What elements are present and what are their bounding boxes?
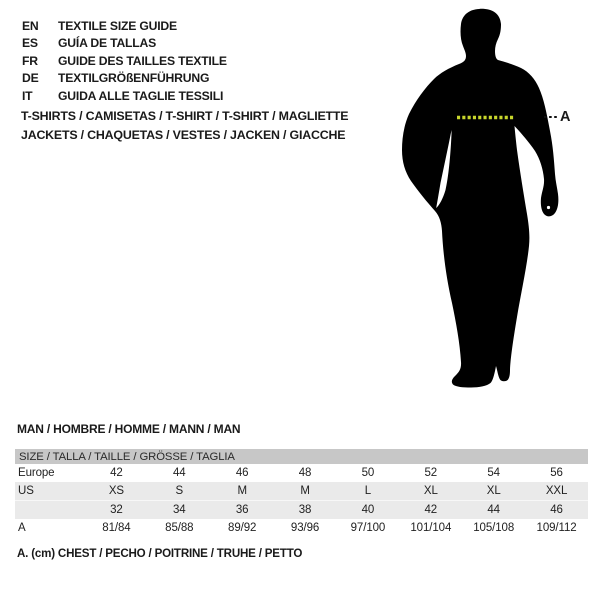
table-cell: 81/84 bbox=[102, 522, 131, 534]
table-cell: 56 bbox=[550, 467, 563, 479]
language-row-fr bbox=[22, 53, 227, 70]
language-code: EN bbox=[22, 19, 39, 33]
table-row-us bbox=[15, 482, 588, 501]
table-cell: 46 bbox=[525, 501, 588, 520]
table-cell: 40 bbox=[337, 501, 400, 520]
garment-line-tshirts: T-SHIRTS / CAMISETAS / T-SHIRT / T-SHIRT / MAGLIETTE bbox=[21, 109, 349, 123]
language-code: ES bbox=[22, 36, 38, 51]
table-row-us-numeric bbox=[15, 501, 588, 520]
table-cell: 50 bbox=[361, 467, 375, 479]
table-cell: 54 bbox=[487, 467, 500, 479]
language-label: GUIDE DES TAILLES TEXTILE bbox=[58, 53, 227, 68]
language-code: IT bbox=[22, 88, 33, 103]
language-label: TEXTILGRÖßENFÜHRUNG bbox=[58, 71, 210, 86]
table-cell: S bbox=[175, 485, 184, 497]
thumb-notch bbox=[547, 206, 550, 209]
section-title-man: MAN / HOMBRE / HOMME / MANN / MAN bbox=[17, 422, 241, 436]
table-cell: M bbox=[237, 485, 247, 497]
table-row-chest-cm bbox=[15, 519, 588, 537]
garment-line-jackets: JACKETS / CHAQUETAS / VESTES / JACKEN / GIACCHE bbox=[21, 127, 346, 142]
table-cell: XL bbox=[423, 485, 438, 497]
language-list bbox=[22, 18, 227, 105]
language-row-es bbox=[22, 35, 227, 52]
language-code: DE bbox=[22, 71, 39, 86]
table-cell: XS bbox=[108, 485, 125, 497]
table-cell: 89/92 bbox=[228, 522, 257, 534]
table-cell: 105/108 bbox=[473, 522, 515, 534]
row-label: Europe bbox=[18, 467, 55, 479]
row-label: A bbox=[18, 522, 26, 534]
language-label: TEXTILE SIZE GUIDE bbox=[58, 19, 177, 33]
table-cell: 44 bbox=[462, 501, 525, 520]
table-cell: 93/96 bbox=[290, 522, 320, 534]
language-row-en bbox=[22, 18, 227, 35]
table-cell: 109/112 bbox=[536, 522, 577, 534]
table-cell: 85/88 bbox=[165, 522, 194, 534]
language-label: GUÍA DE TALLAS bbox=[58, 36, 157, 51]
measurement-footnote: A. (cm) CHEST / PECHO / POITRINE / TRUHE / PETTO bbox=[17, 547, 303, 560]
language-code: FR bbox=[22, 53, 38, 68]
table-cell: 38 bbox=[274, 501, 337, 520]
table-cell: M bbox=[300, 485, 310, 497]
table-cell: 32 bbox=[85, 501, 148, 520]
table-cell: 101/104 bbox=[410, 522, 452, 534]
language-row-de bbox=[22, 70, 227, 87]
table-cell: XL bbox=[486, 485, 501, 497]
table-cell: 34 bbox=[148, 501, 211, 520]
language-row-it bbox=[22, 88, 227, 105]
table-cell: 52 bbox=[424, 467, 438, 479]
table-cell: 46 bbox=[235, 467, 249, 479]
table-cell: XXL bbox=[545, 485, 568, 497]
language-label: GUIDA ALLE TAGLIE TESSILI bbox=[58, 88, 224, 103]
man-silhouette bbox=[395, 5, 585, 395]
row-label: US bbox=[18, 485, 34, 497]
table-cell: 42 bbox=[399, 501, 462, 520]
size-table-header-row bbox=[15, 449, 588, 464]
table-cell: 48 bbox=[298, 467, 312, 479]
row-label bbox=[15, 501, 85, 520]
table-row-europe bbox=[15, 464, 588, 482]
table-cell: 36 bbox=[211, 501, 274, 520]
size-table bbox=[15, 449, 588, 537]
table-cell: L bbox=[364, 485, 372, 497]
measure-label-a: A bbox=[560, 109, 571, 125]
garment-types bbox=[21, 107, 348, 144]
size-table-header: SIZE / TALLA / TAILLE / GRÖSSE / TAGLIA bbox=[15, 449, 588, 464]
table-cell: 97/100 bbox=[350, 522, 386, 534]
table-cell: 44 bbox=[173, 467, 186, 479]
table-cell: 42 bbox=[110, 467, 123, 479]
